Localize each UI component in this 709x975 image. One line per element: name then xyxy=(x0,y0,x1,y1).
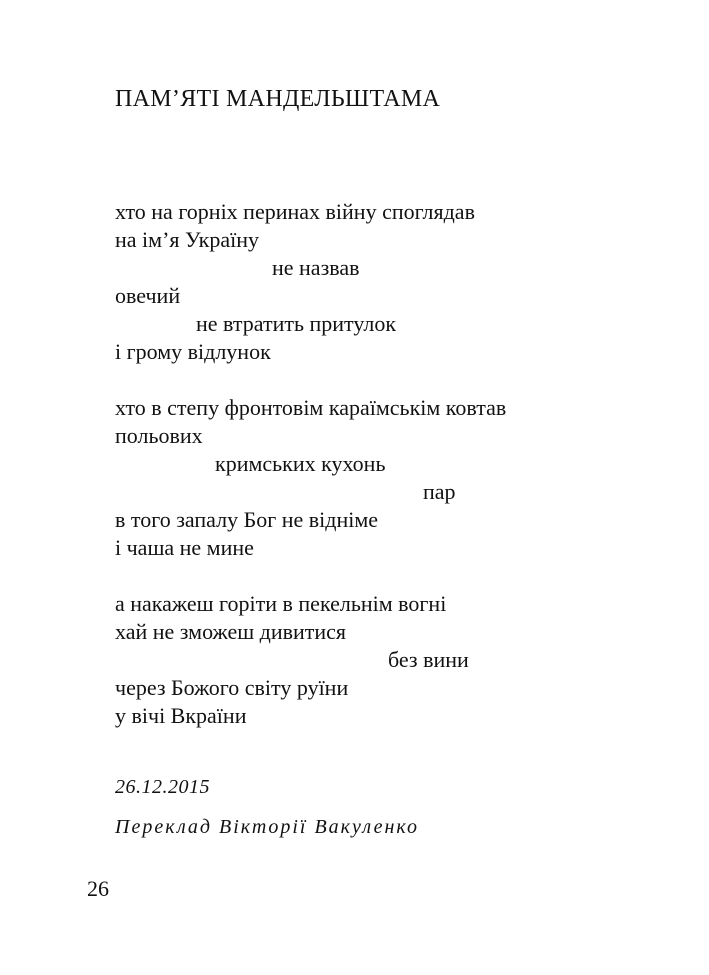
poem-line: без вини xyxy=(388,647,469,672)
poem-line: овечий xyxy=(115,283,181,308)
page-number: 26 xyxy=(87,876,109,901)
poem-line: польових xyxy=(115,423,203,448)
translator-credit: Переклад Вікторії Вакуленко xyxy=(115,816,419,838)
poem-line: через Божого світу руїни xyxy=(115,675,349,700)
poem-line: хай не зможеш дивитися xyxy=(115,619,347,644)
poem-stanza xyxy=(115,590,506,730)
poem-line: не назвав xyxy=(272,255,360,280)
poem-line: не втратить притулок xyxy=(196,311,397,336)
poem-line: і грому відлунок xyxy=(115,339,271,364)
poem-date: 26.12.2015 xyxy=(115,776,210,798)
poem-line: кримських кухонь xyxy=(215,451,386,476)
poem-line: в того запалу Бог не відніме xyxy=(115,507,379,532)
poem-stanza xyxy=(115,198,506,366)
poem-line: і чаша не мине xyxy=(115,535,254,560)
poem-line: пар xyxy=(423,479,456,504)
poem-line: на ім’я Україну xyxy=(115,227,259,252)
poem-stanza xyxy=(115,394,506,562)
poem-line: а накажеш горіти в пекельнім вогні xyxy=(115,591,447,616)
poem-line: у вічі Вкраїни xyxy=(115,703,247,728)
poem-title: ПАМ’ЯТІ МАНДЕЛЬШТАМА xyxy=(115,86,441,112)
poem-line: хто на горніх перинах війну споглядав xyxy=(115,199,475,224)
poem-body xyxy=(115,198,506,730)
poem-line: хто в степу фронтовім караїмськім ковтав xyxy=(115,395,507,420)
